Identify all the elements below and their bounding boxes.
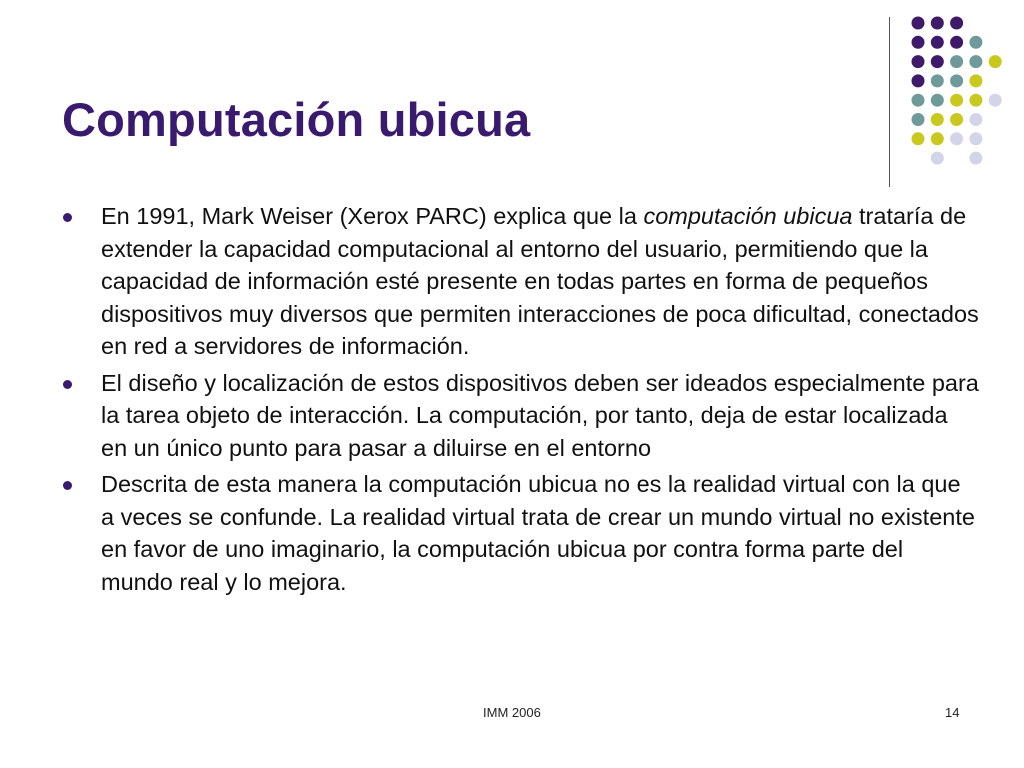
bullet-3-text: Descrita de esta manera la computación ubicua no es la realidad virtual con la que a veces se confunde. La realidad virtual trata de crear un mundo virtual no existente en favor de uno imaginario, la computación ubicua por contra forma parte del mundo real y lo mejora. bbox=[101, 471, 975, 595]
decor-dot-purple bbox=[950, 36, 963, 49]
decor-dot-teal bbox=[912, 113, 925, 126]
decor-dot-purple bbox=[931, 55, 944, 68]
decor-dot-teal bbox=[912, 94, 925, 107]
bullet-2-text: El diseño y localización de estos dispositivos deben ser ideados especialmente para la tarea objeto de interacción. La computación, por tanto, deja de estar localizada en un único punto para pasar a diluirse en el entorno bbox=[101, 369, 979, 461]
decor-dot-teal bbox=[931, 74, 944, 87]
decor-dot-lavender bbox=[950, 132, 963, 145]
bullet-list bbox=[60, 200, 980, 602]
decor-dot-teal bbox=[950, 74, 963, 87]
decor-dot-yellow bbox=[931, 132, 944, 145]
bullet-dot-icon bbox=[63, 481, 72, 490]
bullet-1-text-before: En 1991, Mark Weiser (Xerox PARC) explica que la bbox=[101, 203, 644, 229]
footer-page-number: 14 bbox=[945, 705, 960, 720]
bullet-dot-icon bbox=[63, 380, 72, 389]
decor-dot-yellow bbox=[950, 113, 963, 126]
decor-dot-yellow bbox=[912, 132, 925, 145]
decor-dot-purple bbox=[912, 17, 925, 30]
decor-dot-lavender bbox=[969, 152, 982, 165]
decor-dot-purple bbox=[931, 36, 944, 49]
decor-dot-yellow bbox=[969, 74, 982, 87]
decor-dot-yellow bbox=[950, 94, 963, 107]
decor-dot-purple bbox=[950, 17, 963, 30]
bullet-1-text-after: trataría de extender la capacidad computacional al entorno del usuario, permitiendo que la capacidad de información esté presente en todas partes en forma de pequeños dispositivos muy diversos que permiten interacciones de poca dificultad, conectados en red a servidores de información. bbox=[101, 203, 979, 359]
decor-dot-lavender bbox=[931, 152, 944, 165]
decor-dot-yellow bbox=[989, 55, 1002, 68]
decor-dot-teal bbox=[950, 55, 963, 68]
bullet-item-2 bbox=[60, 367, 980, 465]
decor-dot-teal bbox=[969, 36, 982, 49]
decor-dot-yellow bbox=[969, 94, 982, 107]
bullet-item-3 bbox=[60, 468, 980, 598]
vertical-divider-line bbox=[889, 17, 890, 187]
decor-dot-lavender bbox=[969, 132, 982, 145]
decor-dot-purple bbox=[912, 74, 925, 87]
decor-dot-purple bbox=[931, 17, 944, 30]
slide-title: Computación ubicua bbox=[62, 93, 531, 146]
decor-dot-teal bbox=[969, 55, 982, 68]
decor-dot-teal bbox=[931, 94, 944, 107]
decor-dot-yellow bbox=[931, 113, 944, 126]
decor-dot-purple bbox=[912, 55, 925, 68]
bullet-dot-icon bbox=[63, 213, 72, 222]
decor-dot-purple bbox=[912, 36, 925, 49]
decor-dot-lavender bbox=[969, 113, 982, 126]
decor-dot-lavender bbox=[989, 94, 1002, 107]
footer-center-text: IMM 2006 bbox=[483, 705, 541, 720]
bullet-1-emphasis: computación ubicua bbox=[643, 203, 853, 229]
bullet-item-1 bbox=[60, 200, 980, 363]
